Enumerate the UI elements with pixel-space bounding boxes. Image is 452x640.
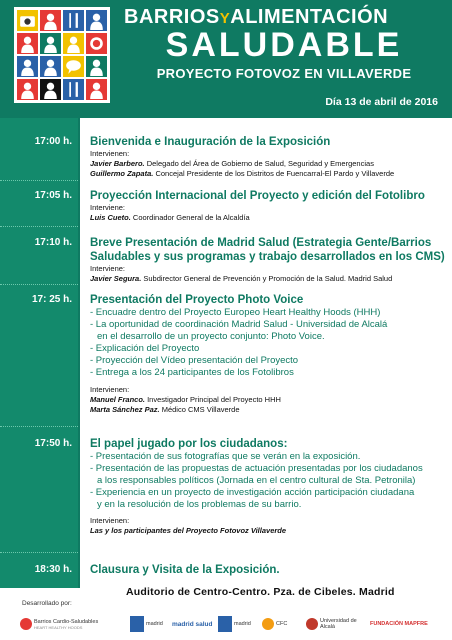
person-icon — [17, 33, 38, 54]
time-label: 18:30 h. — [34, 564, 72, 575]
logo-text: CFC — [276, 621, 288, 627]
logo-madrid-1 — [130, 613, 163, 635]
section-title: Presentación del Proyecto Photo Voice — [90, 294, 304, 306]
fork-icon — [63, 79, 84, 100]
title-main: SALUDABLE — [165, 26, 403, 64]
time-divider — [0, 226, 78, 227]
time-label: 17:05 h. — [34, 190, 72, 201]
developed-by-label: Desarrollado por: — [22, 600, 72, 607]
person-icon — [17, 79, 38, 100]
logo-text: madrid salud — [172, 620, 213, 628]
time-label: 17:10 h. — [34, 237, 72, 248]
person-icon — [86, 56, 107, 77]
agenda-item-4 — [90, 293, 446, 415]
logo-text: FUNDACIÓN MAPFRE — [370, 621, 428, 627]
logo-text: madrid — [234, 621, 251, 627]
agenda-item-6 — [90, 563, 446, 577]
logo-barrios-cardio — [20, 613, 98, 635]
madrid-crest-icon — [130, 616, 144, 632]
time-divider — [0, 552, 78, 553]
time-label: 17:00 h. — [34, 136, 72, 147]
header-banner — [0, 0, 452, 118]
list-item: y en la resolución de los problemas de su barrio. — [97, 499, 302, 510]
section-title: Bienvenida e Inauguración de la Exposición — [90, 136, 331, 148]
intervienen-label: Interviene: — [90, 203, 126, 212]
speaker: Javier Barbero. Delegado del Área de Gobierno de Salud, Seguridad y Emergencias — [90, 159, 374, 168]
intervienen-label: Interviene: — [90, 264, 126, 273]
list-item: - Encuadre dentro del Proyecto Europeo Heart Healthy Hoods (HHH) — [90, 307, 381, 318]
person-icon — [63, 33, 84, 54]
time-column — [0, 118, 78, 588]
logo-madrid-2 — [218, 613, 251, 635]
person-icon — [40, 56, 61, 77]
camera-icon — [17, 10, 38, 31]
section-title: Proyección Internacional del Proyecto y edición del Fotolibro — [90, 190, 425, 202]
agenda-item-2 — [90, 189, 446, 223]
heart-icon — [20, 618, 32, 630]
list-item: - Presentación de sus fotografías que se verán en la exposición. — [90, 451, 361, 462]
speaker: Marta Sánchez Paz. Médico CMS Villaverde — [90, 405, 240, 414]
fork-knife-icon — [63, 10, 84, 31]
agenda-item-5 — [90, 437, 446, 536]
subtitle: PROYECTO FOTOVOZ EN VILLAVERDE — [156, 66, 412, 81]
logo-cfc — [262, 613, 287, 635]
list-item: - Presentación de las propuestas de actuación presentadas por los ciudadanos — [90, 463, 423, 474]
speaker: Javier Segura. Subdirector General de Prevención y Promoción de la Salud. Madrid Salud — [90, 274, 393, 283]
list-item: a los responsables políticos (Jornada en el centro cultural de Sta. Petronila) — [97, 475, 416, 486]
time-label: 17: 25 h. — [31, 294, 72, 305]
section-title: Clausura y Visita de la Exposición. — [90, 564, 280, 576]
plate-icon — [86, 33, 107, 54]
person-icon — [40, 33, 61, 54]
list-item: - Proyección del Vídeo presentación del Proyecto — [90, 355, 299, 366]
project-logo — [14, 7, 110, 103]
list-item: - La oportunidad de coordinación Madrid Salud - Universidad de Alcalá — [90, 319, 388, 330]
madrid-crest-icon — [218, 616, 232, 632]
speaker: Luis Cueto. Coordinador General de la Alcaldía — [90, 213, 250, 222]
column-separator — [78, 118, 80, 588]
event-date: Día 13 de abril de 2016 — [325, 96, 438, 108]
university-seal-icon — [306, 618, 318, 630]
intervienen-label: Intervienen: — [90, 149, 130, 158]
speech-bubble-icon — [63, 56, 84, 77]
intervienen-label: Intervienen: — [90, 385, 130, 394]
logo-madrid-salud — [172, 613, 212, 635]
logo-mapfre — [370, 613, 428, 635]
list-item: - Explicación del Proyecto — [90, 343, 200, 354]
list-item: - Experiencia en un proyecto de investigación acción participación ciudadana — [90, 487, 415, 498]
section-title: El papel jugado por los ciudadanos: — [90, 438, 288, 450]
person-icon — [40, 10, 61, 31]
agenda-item-1 — [90, 135, 446, 179]
logo-text: Barrios Cardio-Saludables — [34, 618, 99, 625]
time-label: 17:50 h. — [34, 438, 72, 449]
speaker: Guillermo Zapata. Concejal Presidente de los Distritos de Fuencarral-El Pardo y Villaverde — [90, 169, 395, 178]
time-divider — [0, 284, 78, 285]
intervienen-label: Intervienen: — [90, 516, 130, 525]
logo-text: HEART HEALTHY HOODS — [34, 624, 83, 630]
logo-uah — [306, 613, 360, 635]
cfc-icon — [262, 618, 274, 630]
speaker: Las y los participantes del Proyecto Fotovoz Villaverde — [90, 526, 287, 535]
venue: Auditorio de Centro-Centro. Pza. de Cibeles. Madrid — [126, 586, 395, 598]
list-item: - Entrega a los 24 participantes de los Fotolibros — [90, 367, 294, 378]
person-icon — [86, 10, 107, 31]
logo-text: Universidad de Alcalá — [320, 618, 357, 630]
list-item: en el desarrollo de un proyecto conjunto: Photo Voice. — [97, 331, 325, 342]
agenda-item-3 — [90, 236, 446, 284]
logo-text: madrid — [146, 621, 163, 627]
title-line-1: BARRIOSYALIMENTACIÓN — [124, 6, 389, 28]
section-title: Breve Presentación de Madrid Salud (Estrategia Gente/Barrios Saludables y sus programas y trabajo desarrollados en los CMS) — [90, 237, 445, 263]
person-icon — [86, 79, 107, 100]
time-divider — [0, 426, 78, 427]
time-divider — [0, 180, 78, 181]
title-y: Y — [219, 10, 231, 27]
person-icon — [17, 56, 38, 77]
footer — [0, 600, 452, 640]
speaker: Manuel Franco. Investigador Principal del Proyecto HHH — [90, 395, 281, 404]
person-icon — [40, 79, 61, 100]
